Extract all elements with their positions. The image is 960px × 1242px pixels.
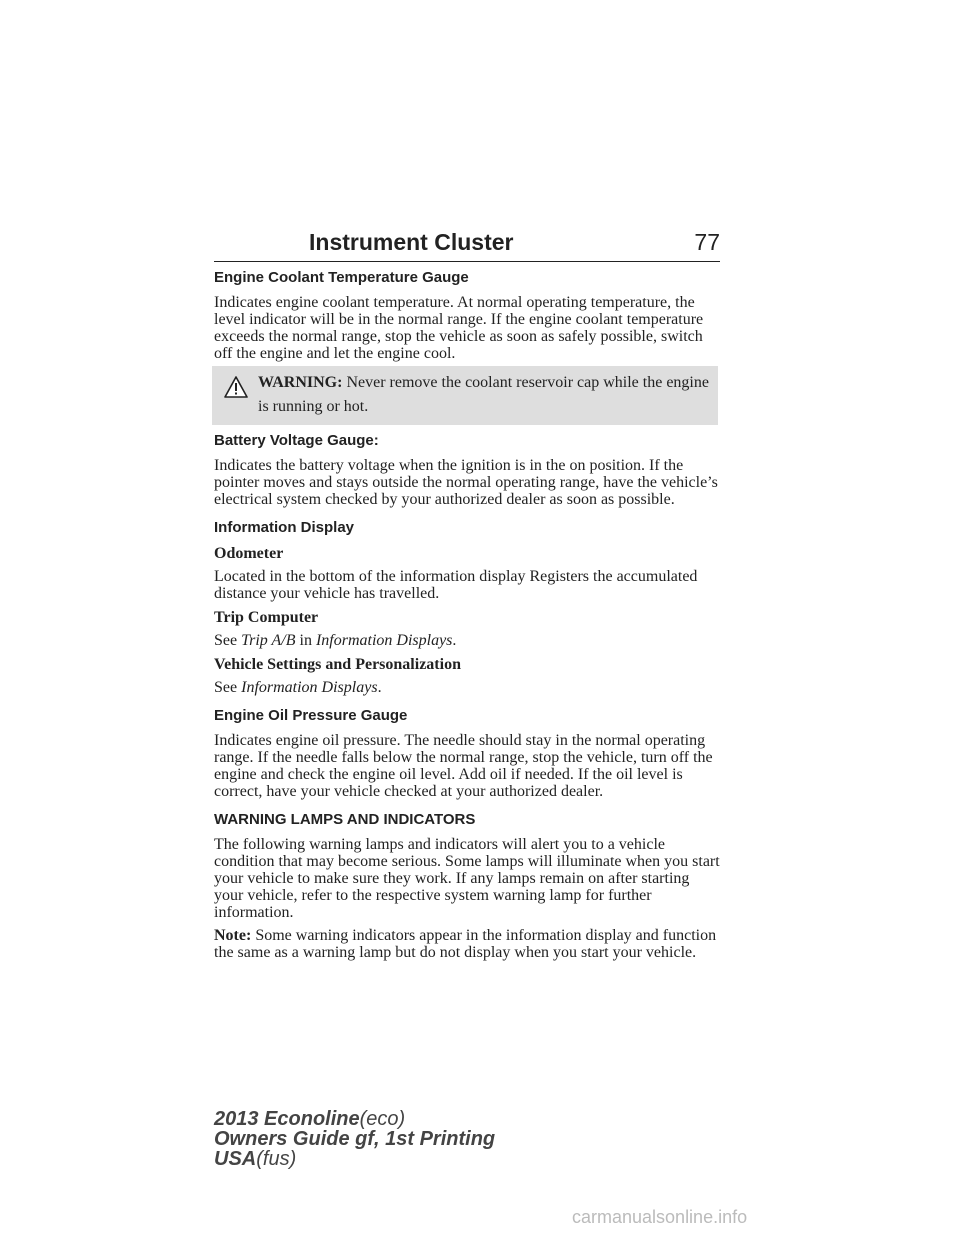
footer-guide: Owners Guide gf, 1st Printing bbox=[214, 1128, 496, 1150]
paragraph-battery: Indicates the battery voltage when the ignition is in the on position. If the pointer moves and stays outside the normal operating range, have the vehicle’s electrical system checked by your authorized dealer as soon as possible. bbox=[214, 457, 718, 508]
paragraph-oil: Indicates engine oil pressure. The needle should stay in the normal operating range. If the needle falls below the normal range, stop the vehicle, turn off the engine and check the engine oil level. Add oil if needed. If the oil level is correct, have your vehicle checked at your authorized dealer. bbox=[214, 732, 713, 800]
paragraph-warning-lamps: The following warning lamps and indicators will alert you to a vehicle condition that may become serious. Some lamps will illuminate when you start your vehicle to make sure they work. If any lamps remain on after starting your vehicle, refer to the respective system warning lamp for further information. bbox=[214, 836, 720, 921]
warning-text bbox=[258, 371, 710, 419]
cross-reference-info-displays: Information Displays bbox=[241, 679, 378, 696]
footer-model-code: (eco) bbox=[359, 1108, 406, 1130]
section-heading-battery: Battery Voltage Gauge: bbox=[214, 432, 379, 449]
note-label: Note: bbox=[214, 927, 252, 944]
see-text: See bbox=[214, 679, 238, 696]
warning-label: WARNING: bbox=[258, 374, 343, 391]
section-heading-oil: Engine Oil Pressure Gauge bbox=[214, 707, 408, 724]
note-text: Some warning indicators appear in the information display and function the same as a warning lamp but do not display when you start your vehicle. bbox=[214, 927, 717, 961]
in-text: in bbox=[299, 632, 312, 649]
warning-message: Never remove the coolant reservoir cap while the engine is running or hot. bbox=[258, 374, 709, 415]
watermark: carmanualsonline.info bbox=[572, 1207, 748, 1227]
paragraph-odometer: Located in the bottom of the information display Registers the accumulated distance your vehicle has travelled. bbox=[214, 568, 698, 602]
header-title: Instrument Cluster bbox=[309, 229, 514, 255]
page-footer bbox=[214, 1109, 495, 1169]
warning-box bbox=[212, 366, 718, 425]
footer-market: USA bbox=[214, 1148, 257, 1170]
subheading-vehicle-settings: Vehicle Settings and Personalization bbox=[214, 656, 461, 673]
subheading-trip-computer: Trip Computer bbox=[214, 609, 319, 626]
warning-triangle-icon bbox=[224, 376, 248, 398]
footer-line-market bbox=[214, 1149, 495, 1169]
paragraph-vehicle-settings: See Information Displays. bbox=[214, 679, 382, 696]
page-header bbox=[214, 229, 720, 259]
header-divider bbox=[214, 261, 720, 262]
page-content bbox=[214, 268, 722, 967]
section-heading-info-display: Information Display bbox=[214, 519, 355, 536]
section-heading-warning-lamps: WARNING LAMPS AND INDICATORS bbox=[214, 811, 476, 828]
see-text: See bbox=[214, 632, 238, 649]
paragraph-coolant: Indicates engine coolant temperature. At normal operating temperature, the level indicator will be in the normal range. If the engine coolant temperature exceeds the normal range, stop the vehicle as soon as safely possible, switch off the engine and let the engine cool. bbox=[214, 294, 704, 362]
cross-reference-info-displays: Information Displays bbox=[315, 632, 453, 649]
footer-model: 2013 Econoline bbox=[214, 1108, 360, 1130]
subheading-odometer: Odometer bbox=[214, 545, 284, 562]
page-number: 77 bbox=[694, 229, 720, 255]
cross-reference-trip: Trip A/B bbox=[241, 632, 296, 649]
footer-market-code: (fus) bbox=[256, 1148, 297, 1170]
paragraph-trip-computer: See Trip A/B in Information Displays. bbox=[214, 632, 457, 649]
section-heading-coolant: Engine Coolant Temperature Gauge bbox=[214, 269, 469, 286]
footer-line-model bbox=[214, 1109, 495, 1129]
paragraph-note bbox=[214, 927, 722, 961]
